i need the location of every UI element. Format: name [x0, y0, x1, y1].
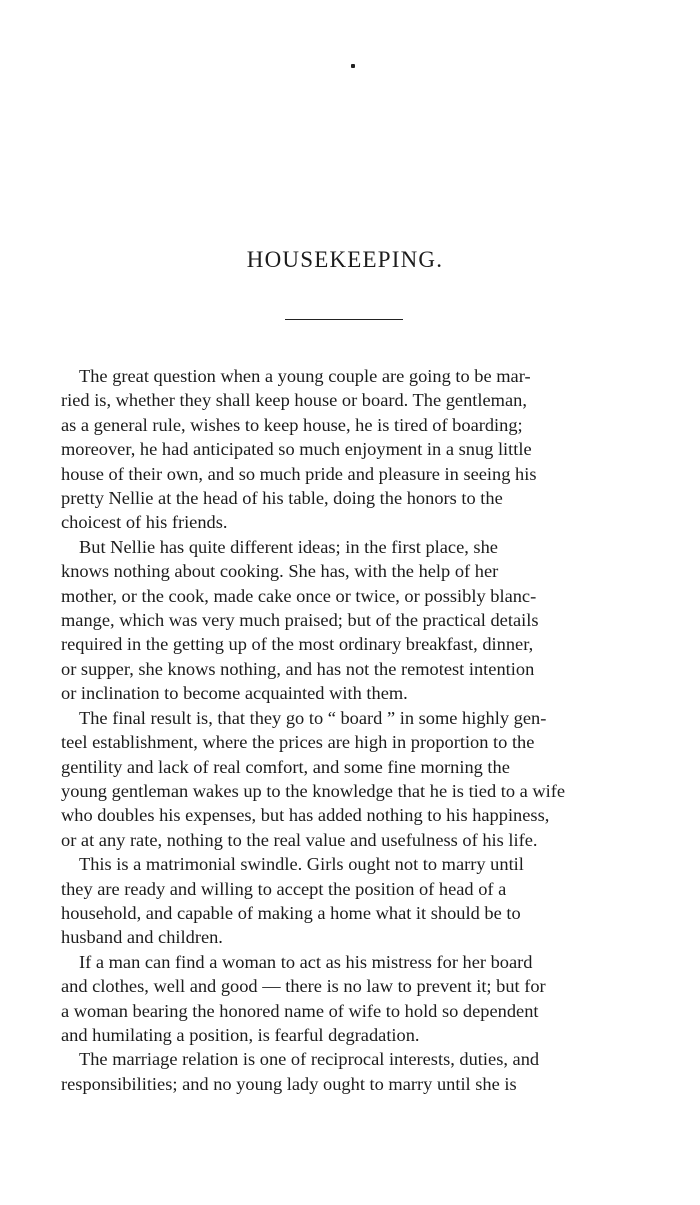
body-text — [61, 364, 644, 1096]
title-rule — [285, 319, 403, 320]
paragraph: The final result is, that they go to “ board ” in some highly gen- teel establishment, where the prices are high in proportion to the gentility and lack of real comfort, and some fine morning the young gentleman wakes up to the knowledge that he is tied to a wife who doubles his expenses, but has added nothing to his happiness, or at any rate, nothing to the real value and usefulness of his life. — [61, 707, 566, 850]
paragraph: The great question when a young couple are going to be mar- ried is, whether they shall keep house or board. The gentleman, as a general rule, wishes to keep house, he is tired of boarding; moreover, he had anticipated so much enjoyment in a snug little house of their own, and so much pride and pleasure in seeing his pretty Nellie at the head of his table, doing the honors to the choicest of his friends. — [61, 366, 537, 533]
paragraph: But Nellie has quite different ideas; in the first place, she knows nothing about cooking. She has, with the help of her mother, or the cook, made cake once or twice, or possibly blanc- mange, which was very much praised; but of the practical details required in the getting up of the most ordinary breakfast, dinner, or supper, she knows nothing, and has not the remotest intention or inclination to become acquainted with them. — [61, 536, 539, 704]
chapter-title: HOUSEKEEPING. — [246, 247, 444, 272]
ink-speck — [351, 64, 355, 68]
paragraph: The marriage relation is one of reciprocal interests, duties, and responsibilities; and no young lady ought to marry until she is — [61, 1049, 540, 1094]
paragraph: This is a matrimonial swindle. Girls ought not to marry until they are ready and willing to accept the position of head of a household, and capable of making a home what it should be to husband and children. — [61, 854, 524, 948]
paragraph: If a man can find a woman to act as his mistress for her board and clothes, well and good — there is no law to prevent it; but for a woman bearing the honored name of wife to hold so dependent and humilating a position, is fearful degradation. — [61, 951, 546, 1045]
